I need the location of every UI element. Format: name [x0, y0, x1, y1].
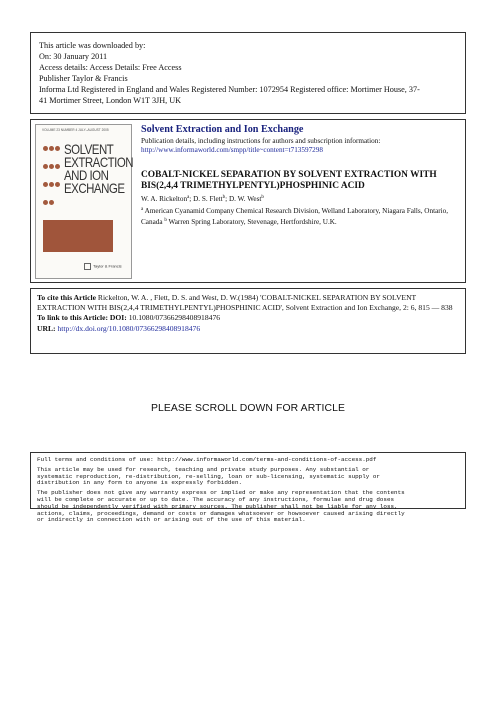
cite-text: Rickelton, W. A. , Flett, D. S. and West, D. W.(1984) 'COBALT-NICKEL SEPARATION BY SOLVENT EXTRACTION WITH BIS(2,4,4 TRIMETHYLPENTYL)PHOSPHINIC ACID', Solvent Extraction and Ion Exchange, 2: 6, 815 — 838 [37, 293, 453, 313]
cover-title-line: SOLVENT [64, 141, 114, 157]
affil-marker: a [187, 195, 190, 200]
affiliation-b: Warren Spring Laboratory, Stevenage, Hertfordshire, U.K. [166, 218, 337, 226]
terms-box [30, 452, 466, 524]
affil-marker: b [222, 195, 226, 200]
author-name: ; D. W. West [225, 195, 262, 203]
journal-url-link[interactable]: http://www.informaworld.com/smpp/title~content=t713597298 [141, 146, 323, 154]
authors [141, 195, 264, 203]
terms-text: actions, claims, proceedings, demand or costs or damages whatsoever or howsoever caused arising directly [37, 509, 405, 517]
cover-title-line: EXTRACTION [64, 154, 134, 170]
cover-dots-decoration [43, 139, 65, 211]
terms-text: systematic reproduction, re-distribution, re-selling, loan or sub-licensing, systematic supply or [37, 472, 380, 480]
registered-office-cont: 41 Mortimer Street, London W1T 3JH, UK [39, 96, 182, 105]
author-name: ; D. S. Flett [189, 195, 223, 203]
cover-publisher-logo [84, 263, 122, 270]
publisher-logo-text: Taylor & Francis [93, 263, 122, 269]
publication-details: Publication details, including instructions for authors and subscription information: [141, 137, 381, 145]
article-info-box [30, 119, 466, 283]
affil-marker: a [141, 207, 144, 212]
cover-title-line: EXCHANGE [64, 180, 125, 196]
cover-issue-line: VOLUME 23 NUMBER 4 JULY–AUGUST 2005 [42, 128, 109, 132]
doi-line [37, 313, 459, 323]
article-url-link[interactable]: http://dx.doi.org/10.1080/07366298408918476 [55, 323, 201, 333]
affiliations [141, 205, 467, 227]
journal-title: Solvent Extraction and Ion Exchange [141, 124, 304, 135]
citation-box [30, 288, 466, 354]
publisher: Publisher Taylor & Francis [39, 74, 128, 83]
cover-title [64, 143, 133, 195]
terms-text: The publisher does not give any warranty express or implied or make any representation that the contents [37, 489, 405, 497]
affil-marker: b [164, 218, 167, 223]
doi-label: To link to this Article: DOI: [37, 313, 127, 323]
url-label: URL: [37, 323, 56, 333]
terms-text: or indirectly in connection with or arising out of the use of this material. [37, 516, 306, 524]
article-title: COBALT-NICKEL SEPARATION BY SOLVENT EXTRACTION WITH BIS(2,4,4 TRIMETHYLPENTYL)PHOSPHINIC ACID [141, 170, 437, 191]
download-info-box [30, 32, 466, 114]
cover-color-block [43, 220, 113, 252]
affiliation-a: American Cyanamid Company Chemical Research Division, Welland Laboratory, Niagara Falls, Ontario, Canada [141, 207, 449, 226]
cite-label: To cite this Article [37, 293, 96, 302]
url-line [37, 324, 459, 334]
access-details: Access details: Access Details: Free Access [39, 63, 182, 72]
scroll-notice: PLEASE SCROLL DOWN FOR ARTICLE [150, 403, 346, 414]
citation [37, 293, 459, 313]
publisher-logo-icon [84, 263, 91, 270]
terms-text: distribution in any form to anyone is expressly forbidden. [37, 479, 243, 487]
download-date: On: 30 January 2011 [39, 52, 108, 61]
registered-office: Informa Ltd Registered in England and Wales Registered Number: 1072954 Registered office: Mortimer House, 37- [39, 85, 420, 94]
terms-text: should be independently verified with primary sources. The publisher shall not be liable for any loss, [37, 502, 398, 510]
doi-value: 10.1080/07366298408918476 [126, 313, 221, 323]
journal-cover-image [35, 124, 132, 279]
author-name: W. A. Rickelton [141, 195, 188, 203]
cover-title-line: AND ION [64, 167, 109, 183]
affil-marker: b [261, 195, 264, 200]
terms-url-line[interactable]: Full terms and conditions of use: http://www.informaworld.com/terms-and-conditions-of-access.pdf [37, 456, 377, 463]
terms-text: This article may be used for research, teaching and private study purposes. Any substantial or [37, 465, 370, 473]
download-line: This article was downloaded by: [39, 41, 146, 50]
terms-text: will be complete or accurate or up to date. The accuracy of any instructions, formulae and drug doses [37, 495, 395, 503]
